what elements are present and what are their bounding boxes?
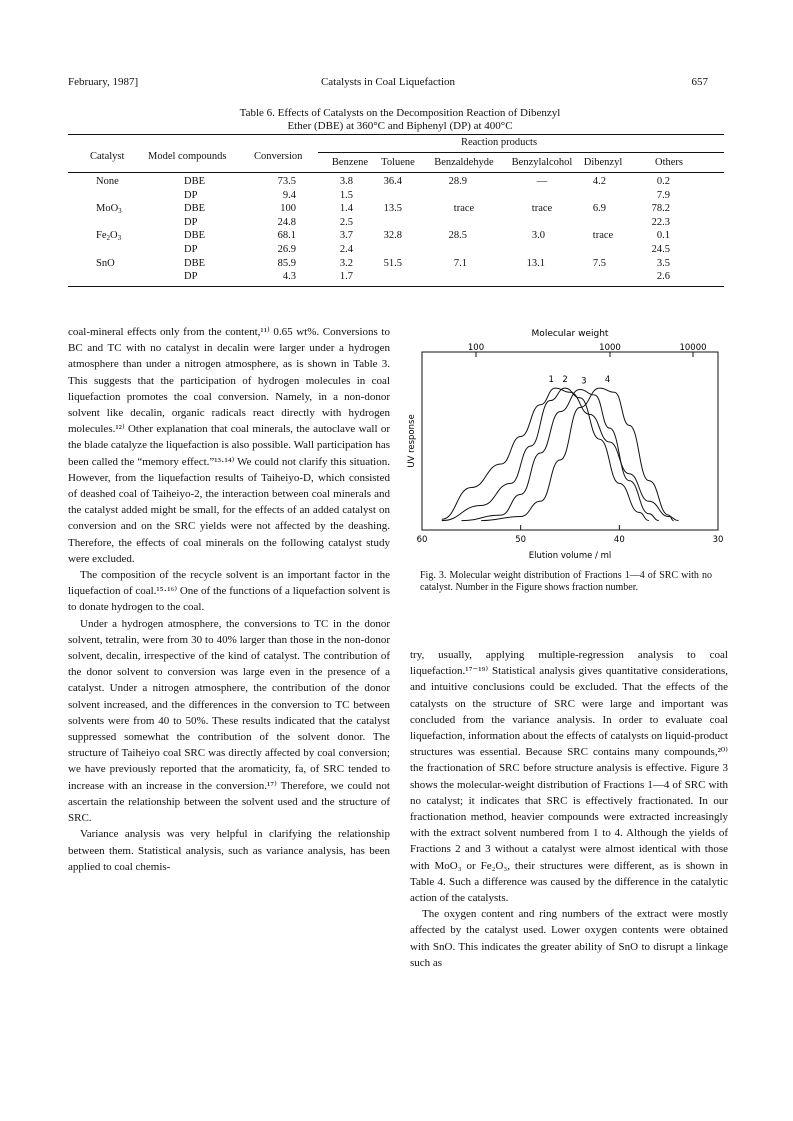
header-product: Toluene xyxy=(381,157,415,168)
figure-caption: Fig. 3. Molecular weight distribution of Fractions 1—4 of SRC with no catalyst. Number in the Figure shows fraction number. xyxy=(420,570,712,593)
y-axis-label: UV response xyxy=(407,414,417,468)
x-tick-label: 60 xyxy=(416,535,428,545)
table-cell: 7.9 xyxy=(656,189,670,201)
table-cell-conversion: 9.4 xyxy=(282,189,296,201)
table-cell: 7.5 xyxy=(592,257,606,269)
header-product: Benzaldehyde xyxy=(434,157,494,168)
table-caption xyxy=(140,107,660,133)
left-paragraph: The composition of the recycle solvent is an important factor in the liquefaction of coal.¹⁵·¹⁶⁾ One of the functions of a liquefaction solvent is to donate hydrogen to the coal. xyxy=(68,569,390,614)
table-cell: 1.7 xyxy=(339,271,353,283)
table-cell-conversion: 73.5 xyxy=(277,176,296,187)
curve-label: 1 xyxy=(548,375,554,386)
left-paragraph: coal-mineral effects only from the content,¹¹⁾ 0.65 wt%. Conversions to BC and TC with no catalyst in decalin were larger under a hydrogen atmosphere than under a nitrogen atmosphere, as is shown in Table 3. This suggests that the participation of hydrogen molecules in coal liquefaction promotes the coal conversion. Namely, in a non-donor solvent like decalin, organic radicals react directly with hydrogen molecules.¹²⁾ Other explanation that coal minerals, the autoclave wall or the blade catalyze the liquefaction is also possible. Wall participation has been called the “memory effect.”¹³·¹⁴⁾ We could not clarify this situation. However, from the liquefaction results of Taiheiyo-D, which consisted of deashed coal of Taiheiyo-2, the interaction between coal minerals and the catalyst added might be small, for the effects of an added catalyst on conversion and on the SRC yields were not affected by the deashing. Therefore, the effects of coal minerals on the following catalyst study were excluded. xyxy=(68,326,390,565)
table-cell: 3.8 xyxy=(339,176,353,187)
molecular-weight-chart xyxy=(400,326,730,568)
table-cell-model: DBE xyxy=(184,203,205,215)
table-cell: 6.9 xyxy=(592,203,606,215)
table-cell-conversion: 26.9 xyxy=(277,244,296,255)
x-tick-label: 50 xyxy=(515,535,527,545)
header-product: Benzylalcohol xyxy=(511,157,573,168)
table-cell-model: DBE xyxy=(184,257,205,269)
table-cell-conversion: 68.1 xyxy=(277,230,296,242)
table-cell: 22.3 xyxy=(651,216,670,228)
table-cell-catalyst: $Fe_2O_3$ xyxy=(96,230,122,243)
table-cell-conversion: 24.8 xyxy=(277,216,296,228)
header-title: Catalysts in Coal Liquefaction xyxy=(320,76,456,88)
page-number: 657 xyxy=(691,76,708,88)
mw-tick-label: 1000 xyxy=(599,343,621,353)
table-cell: 28.9 xyxy=(448,176,467,187)
header-model-compounds: Model compounds xyxy=(148,151,227,162)
table-cell: 51.5 xyxy=(383,257,402,269)
left-paragraph: Variance analysis was very helpful in clarifying the relationship between them. Statistical analysis, such as variance analysis, has been applied to coal chemis- xyxy=(68,828,390,873)
table-cell: 0.2 xyxy=(656,176,670,187)
table-cell-model: DBE xyxy=(184,176,205,187)
header-reaction-products: Reaction products xyxy=(460,137,538,148)
table-cell: 2.5 xyxy=(339,216,353,228)
table-cell: 2.4 xyxy=(339,244,353,255)
right-paragraph: try, usually, applying multiple-regression analysis to coal liquefaction.¹⁷⁻¹⁹⁾ Statistical analysis gives quantitative considerations, and intuitive conclusions could be excluded. That the effects of the catalysts on the structure of SRC were large and important was concluded from the variance analysis. In order to evaluate coal liquefaction, information about the effects of catalysts on liquid-product structures was essential. Because SRC contains many compounds,²⁰⁾ the fractionation of SRC before structure analysis is effective. Figure 3 shows the molecular-weight distribution of Fractions 1—4 of SRC with no catalyst; it indicates that SRC is effectively fractionated. In our fractionation method, heavier compounds were extracted increasingly with the extract solvent numbered from 1 to 4. Although the yields of Fractions 2 and 3 without a catalyst were almost identical with those with MoO₃ or Fe₂O₃, their structures were different, as is shown in Table 4. Such a difference was caused by the difference in the catalytic action of the catalysts. xyxy=(410,649,728,905)
table-cell: 3.0 xyxy=(531,230,545,242)
table-cell: trace xyxy=(531,203,553,215)
table-cell: 3.5 xyxy=(656,257,670,269)
table-cell-model: DP xyxy=(184,216,198,228)
curve-label: 4 xyxy=(604,375,611,386)
table-cell: 13.5 xyxy=(383,203,402,215)
header-date: February, 1987] xyxy=(68,76,139,88)
plot-frame xyxy=(422,352,718,530)
table-caption-line1: Table 6. Effects of Catalysts on the Decomposition Reaction of Dibenzyl xyxy=(239,107,561,119)
header-product: Dibenzyl xyxy=(583,157,623,168)
table-cell: 24.5 xyxy=(651,244,670,255)
table-cell: 0.1 xyxy=(656,230,670,242)
running-header xyxy=(68,76,708,92)
curve-label: 2 xyxy=(562,375,568,386)
header-conversion: Conversion xyxy=(254,151,303,162)
table-cell: 1.5 xyxy=(339,189,353,201)
table-cell: 32.8 xyxy=(383,230,402,242)
table-cell: 36.4 xyxy=(383,176,402,187)
table-cell-catalyst: MoO$_3$ xyxy=(96,203,122,216)
mw-tick-label: 100 xyxy=(467,343,485,353)
table-cell: 3.2 xyxy=(339,257,353,269)
table-cell: 4.2 xyxy=(592,176,606,187)
table-cell-catalyst: SnO xyxy=(96,257,115,269)
mw-tick-label: 10000 xyxy=(679,343,707,353)
table-cell: 78.2 xyxy=(651,203,670,215)
curve-label: 3 xyxy=(581,376,587,387)
x-axis-label: Elution volume / ml xyxy=(528,551,612,561)
table-cell-conversion: 4.3 xyxy=(282,271,296,283)
table-cell: 3.7 xyxy=(339,230,353,242)
series-line-1 xyxy=(442,388,679,520)
series-line-4 xyxy=(481,388,673,520)
table-cell-conversion: 100 xyxy=(280,203,296,215)
table-cell-model: DP xyxy=(184,189,198,201)
table-cell-model: DBE xyxy=(184,230,205,242)
table-cell-catalyst: None xyxy=(96,176,119,187)
header-catalyst: Catalyst xyxy=(90,151,125,162)
right-column xyxy=(410,647,728,971)
table-caption-line2: Ether (DBE) at 360°C and Biphenyl (DP) at 400°C xyxy=(287,120,513,132)
table-cell-model: DP xyxy=(184,244,198,255)
table-cell: trace xyxy=(453,203,475,215)
table-cell: 7.1 xyxy=(453,257,467,269)
table-cell: 28.5 xyxy=(448,230,467,242)
left-paragraph: Under a hydrogen atmosphere, the conversions to TC in the donor solvent, tetralin, were from 30 to 40% larger than those in the non-donor solvent, decalin, irrespective of the kind of catalyst. The contribution of the donor solvent to conversion was large even in the presence of a catalyst. Under a nitrogen atmosphere, the contribution of the donor solvent increased, and the differences in the conversion to TC between solvents were from 40 to 50%. These results indicated that the catalyst suppressed somewhat the contribution of the solvent donor. The structure of Taiheiyo coal SRC was directly affected by coal conversion; we have previously reported that the aromaticity, fa, of SRC tended to increase with an increase in the conversion.¹⁷⁾ Therefore, we could not ascertain the relationship between the solvent used and the structure of SRC. xyxy=(68,617,390,825)
table-cell: trace xyxy=(592,230,614,242)
table-cell: 1.4 xyxy=(339,203,353,215)
right-paragraph: The oxygen content and ring numbers of the extract were mostly affected by the catalyst used. Lower oxygen contents were obtained with SnO. This indicates the greater ability of SnO to disrupt a linkage such as xyxy=(410,908,728,969)
x-tick-label: 40 xyxy=(613,535,625,545)
mw-axis-label: Molecular weight xyxy=(531,329,609,339)
header-product: Others xyxy=(655,157,683,168)
table-cell-model: DP xyxy=(184,271,198,283)
left-column xyxy=(68,324,390,875)
table-cell: 13.1 xyxy=(526,257,545,269)
table-cell-conversion: 85.9 xyxy=(277,257,296,269)
header-product: Benzene xyxy=(331,157,369,168)
table-cell: — xyxy=(536,176,548,187)
x-tick-label: 30 xyxy=(712,535,724,545)
table-cell: 2.6 xyxy=(656,271,670,283)
